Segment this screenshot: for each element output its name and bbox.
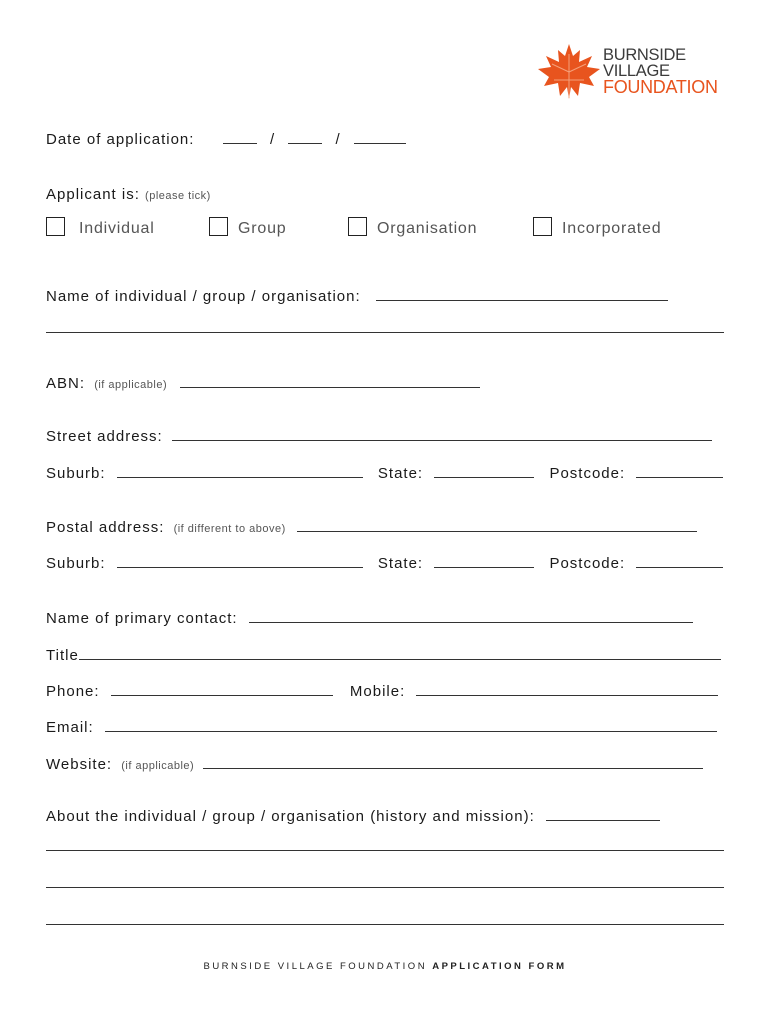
suburb-field-1[interactable] bbox=[117, 464, 363, 478]
suburb-row-1 bbox=[46, 464, 723, 482]
about-field-line-4[interactable] bbox=[46, 922, 724, 925]
checkbox-individual[interactable] bbox=[46, 217, 65, 236]
contact-field[interactable] bbox=[249, 609, 693, 623]
about-field-line-2[interactable] bbox=[46, 848, 724, 851]
checkbox-group[interactable] bbox=[209, 217, 228, 236]
state-field-1[interactable] bbox=[434, 464, 534, 478]
email-row bbox=[46, 718, 717, 736]
footer-text: BURNSIDE VILLAGE FOUNDATION bbox=[203, 961, 428, 972]
option-group-label: Group bbox=[238, 220, 287, 237]
phone-field[interactable] bbox=[111, 682, 333, 696]
street-row bbox=[46, 427, 712, 445]
postal-note: (if different to above) bbox=[173, 523, 286, 535]
title-label: Title bbox=[46, 647, 79, 664]
state-label-2: State: bbox=[377, 555, 424, 572]
title-field[interactable] bbox=[79, 646, 721, 660]
date-day-field[interactable] bbox=[223, 130, 257, 144]
state-field-2[interactable] bbox=[434, 554, 534, 568]
abn-field[interactable] bbox=[180, 374, 480, 388]
suburb-row-2 bbox=[46, 554, 723, 572]
mobile-label: Mobile: bbox=[349, 683, 406, 700]
logo-line-2: VILLAGE bbox=[603, 62, 670, 80]
footer-bold-text: APPLICATION FORM bbox=[432, 961, 567, 972]
phone-row bbox=[46, 682, 718, 700]
contact-label: Name of primary contact: bbox=[46, 610, 238, 627]
name-field-continued[interactable] bbox=[46, 330, 724, 333]
suburb-label-1: Suburb: bbox=[46, 465, 106, 482]
email-label: Email: bbox=[46, 719, 94, 736]
abn-row bbox=[46, 374, 480, 392]
name-label: Name of individual / group / organisation: bbox=[46, 288, 361, 305]
date-month-field[interactable] bbox=[288, 130, 322, 144]
postcode-field-1[interactable] bbox=[636, 464, 723, 478]
option-group[interactable] bbox=[209, 217, 286, 237]
suburb-field-2[interactable] bbox=[117, 554, 363, 568]
postal-label: Postal address: bbox=[46, 519, 165, 536]
postcode-label-2: Postcode: bbox=[549, 555, 626, 572]
about-field[interactable] bbox=[546, 807, 660, 821]
applicant-label: Applicant is: bbox=[46, 186, 140, 203]
postcode-label-1: Postcode: bbox=[549, 465, 626, 482]
suburb-label-2: Suburb: bbox=[46, 555, 106, 572]
maple-leaf-icon bbox=[536, 42, 602, 100]
date-year-field[interactable] bbox=[354, 130, 406, 144]
name-row bbox=[46, 287, 668, 305]
phone-label: Phone: bbox=[46, 683, 100, 700]
about-row bbox=[46, 807, 660, 825]
page-footer bbox=[0, 961, 770, 972]
applicant-row bbox=[46, 186, 211, 203]
state-label-1: State: bbox=[377, 465, 424, 482]
date-label: Date of application: bbox=[46, 131, 195, 148]
website-row bbox=[46, 755, 703, 773]
postal-field[interactable] bbox=[297, 518, 697, 532]
option-organisation[interactable] bbox=[348, 217, 477, 237]
checkbox-incorporated[interactable] bbox=[533, 217, 552, 236]
option-incorporated[interactable] bbox=[533, 217, 661, 237]
street-field[interactable] bbox=[172, 427, 712, 441]
applicant-note: (please tick) bbox=[145, 190, 211, 202]
website-field[interactable] bbox=[203, 755, 703, 769]
about-label: About the individual / group / organisation (history and mission): bbox=[46, 808, 535, 825]
foundation-logo bbox=[536, 42, 736, 102]
name-field[interactable] bbox=[376, 287, 668, 301]
abn-note: (if applicable) bbox=[94, 379, 168, 391]
logo-line-1: BURNSIDE bbox=[603, 46, 686, 64]
checkbox-organisation[interactable] bbox=[348, 217, 367, 236]
option-individual[interactable] bbox=[46, 217, 155, 237]
about-field-line-3[interactable] bbox=[46, 885, 724, 888]
option-incorporated-label: Incorporated bbox=[562, 220, 662, 237]
postcode-field-2[interactable] bbox=[636, 554, 723, 568]
date-row: Date of application: / / bbox=[46, 130, 406, 148]
option-organisation-label: Organisation bbox=[377, 220, 478, 237]
option-individual-label: Individual bbox=[79, 220, 155, 237]
street-label: Street address: bbox=[46, 428, 163, 445]
website-label: Website: bbox=[46, 756, 113, 773]
email-field[interactable] bbox=[105, 718, 717, 732]
mobile-field[interactable] bbox=[416, 682, 718, 696]
contact-row bbox=[46, 609, 693, 627]
abn-label: ABN: bbox=[46, 375, 86, 392]
logo-line-3: FOUNDATION bbox=[603, 77, 718, 97]
postal-row bbox=[46, 518, 697, 536]
website-note: (if applicable) bbox=[121, 760, 195, 772]
title-row bbox=[46, 646, 721, 664]
